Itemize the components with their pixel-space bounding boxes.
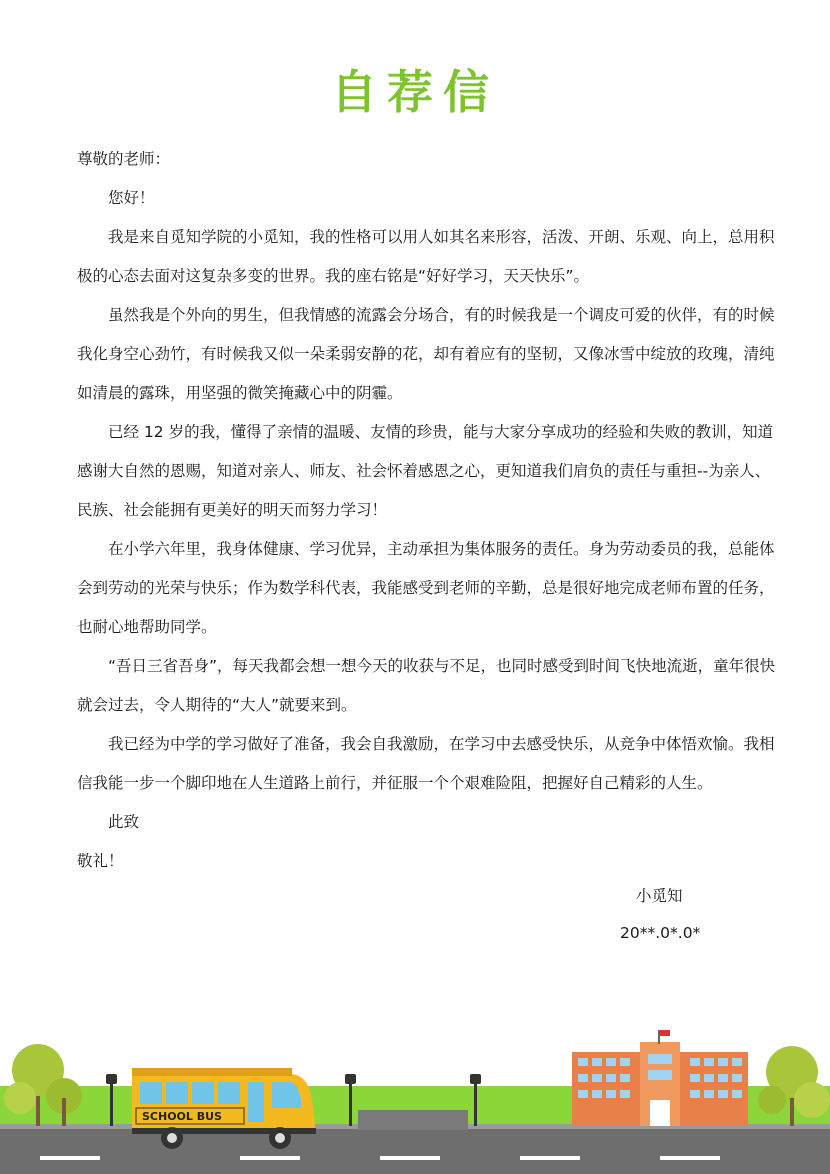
signature: 小觅知 bbox=[636, 887, 683, 905]
paragraph-4: 在小学六年里，我身体健康、学习优异，主动承担为集体服务的责任。身为劳动委员的我，总能体会到劳动的光荣与快乐；作为数学科代表，我能感受到老师的辛勤，总是很好地完成老师布置的任务，也耐心地帮助同学。 bbox=[77, 540, 775, 636]
closing-ci-zhi: 此致 bbox=[108, 813, 140, 831]
road bbox=[0, 1126, 830, 1174]
bus-label: SCHOOL BUS bbox=[142, 1110, 222, 1123]
greeting: 尊敬的老师： bbox=[77, 150, 171, 168]
paragraph-5: “吾日三省吾身”，每天我都会想一想今天的收获与不足，也同时感受到时间飞快地流逝，童年很快就会过去，令人期待的“大人”就要来到。 bbox=[77, 657, 776, 714]
paragraph-2: 虽然我是个外向的男生，但我情感的流露会分场合，有的时候我是一个调皮可爱的伙伴，有的时候我化身空心劲竹，有时候我又似一朵柔弱安静的花，却有着应有的坚韧，又像冰雪中绽放的玫瑰，清纯如清晨的露珠，用坚强的微笑掩藏心中的阴霾。 bbox=[77, 306, 775, 402]
date: 20**.0*.0* bbox=[620, 924, 701, 942]
crosswalk-block bbox=[358, 1110, 468, 1130]
school-building-icon bbox=[572, 1030, 748, 1126]
paragraph-1: 我是来自觅知学院的小觅知，我的性格可以用人如其名来形容，活泼、开朗、乐观、向上，总用积极的心态去面对这复杂多变的世界。我的座右铭是“好好学习，天天快乐”。 bbox=[77, 228, 775, 285]
hello-line: 您好！ bbox=[108, 189, 155, 207]
letter-body bbox=[77, 140, 777, 881]
letter-title: 自荐信 bbox=[331, 65, 499, 119]
street-scene-illustration bbox=[0, 1030, 830, 1174]
paragraph-3: 已经 12 岁的我，懂得了亲情的温暖、友情的珍贵，能与大家分享成功的经验和失败的教训，知道感谢大自然的恩赐，知道对亲人、师友、社会怀着感恩之心，更知道我们肩负的责任与重担--为亲人、民族、社会能拥有更美好的明天而努力学习！ bbox=[77, 423, 774, 519]
paragraph-6: 我已经为中学的学习做好了准备，我会自我激励，在学习中去感受快乐，从竞争中体悟欢愉。我相信我能一步一个脚印地在人生道路上前行，并征服一个个艰难险阻，把握好自己精彩的人生。 bbox=[77, 735, 775, 792]
closing-jing-li: 敬礼！ bbox=[77, 852, 124, 870]
